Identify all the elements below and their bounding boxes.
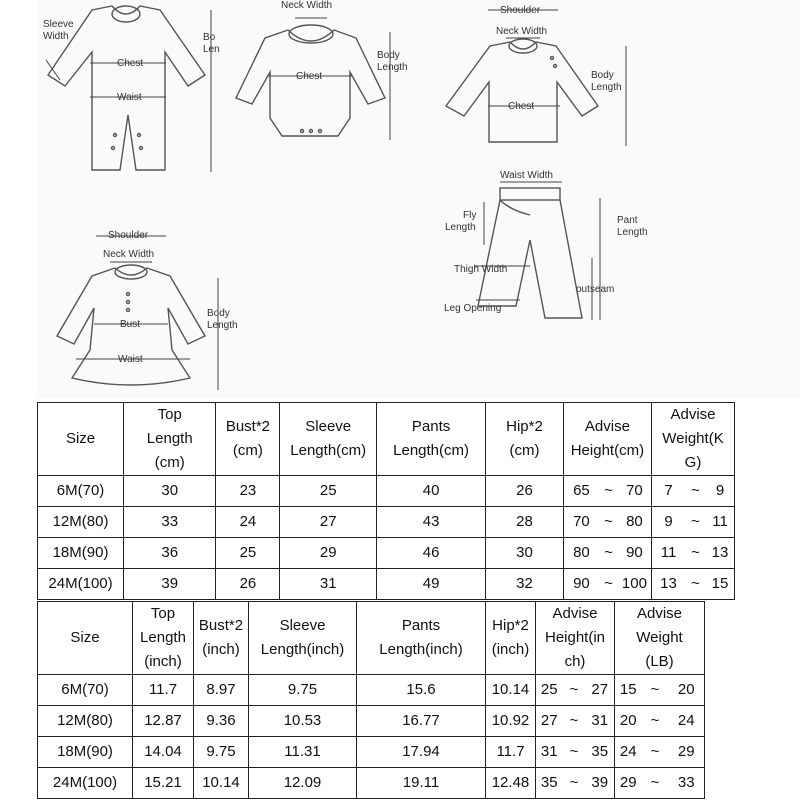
pants-waist-width-label: Waist Width: [500, 170, 553, 181]
table-row: [38, 706, 705, 737]
cell-bust: 9.75: [194, 737, 249, 768]
cell-top-length: 14.04: [133, 737, 194, 768]
romper-body-length-label: Bo Len: [203, 32, 220, 55]
cell-hip: 12.48: [486, 768, 536, 799]
cell-size: 12M(80): [38, 706, 133, 737]
cell-hip: 26: [486, 476, 564, 507]
cell-hip: 10.14: [486, 675, 536, 706]
cell-top-length: 39: [124, 569, 216, 600]
cell-sleeve-length: 9.75: [249, 675, 357, 706]
cell-height-max: 70: [618, 476, 652, 507]
pants-pant-length-label: Pant Length: [617, 215, 648, 238]
cell-pants-length: 46: [377, 538, 486, 569]
cell-bust: 24: [216, 507, 280, 538]
table-row: [38, 768, 705, 799]
cell-height-max: 100: [618, 569, 652, 600]
cell-height-separator: ~: [599, 476, 618, 507]
cell-pants-length: 15.6: [357, 675, 486, 706]
cell-weight-min: 20: [615, 706, 642, 737]
header-advise-height: Advise Height(cm): [563, 403, 651, 476]
cell-hip: 30: [486, 538, 564, 569]
cell-sleeve-length: 25: [280, 476, 377, 507]
cell-hip: 32: [486, 569, 564, 600]
cell-height-min: 80: [563, 538, 599, 569]
cell-hip: 11.7: [486, 737, 536, 768]
cell-height-separator: ~: [563, 768, 586, 799]
bodysuit-chest-label: Chest: [296, 71, 323, 82]
cell-top-length: 33: [124, 507, 216, 538]
table-row: [38, 675, 705, 706]
table-header-row: [38, 602, 705, 675]
cell-pants-length: 40: [377, 476, 486, 507]
cell-height-min: 70: [563, 507, 599, 538]
cell-height-max: 80: [618, 507, 652, 538]
cell-weight-max: 13: [706, 538, 734, 569]
cell-height-separator: ~: [563, 737, 586, 768]
cell-size: 18M(90): [38, 737, 133, 768]
cell-height-min: 27: [536, 706, 563, 737]
bodysuit-body-length-label: Body Length: [377, 50, 408, 73]
cell-size: 24M(100): [38, 768, 133, 799]
cell-size: 6M(70): [38, 476, 124, 507]
cell-weight-separator: ~: [642, 737, 669, 768]
romper-chest-label: Chest: [117, 58, 144, 69]
cell-hip: 28: [486, 507, 564, 538]
cell-sleeve-length: 11.31: [249, 737, 357, 768]
table-row: [38, 737, 705, 768]
cell-weight-max: 20: [669, 675, 705, 706]
dress-body-length-label: Body Length: [207, 308, 238, 331]
romper-waist-label: Waist: [117, 92, 142, 103]
cell-sleeve-length: 31: [280, 569, 377, 600]
cell-weight-min: 7: [651, 476, 685, 507]
header-sleeve-length: Sleeve Length(inch): [249, 602, 357, 675]
cell-top-length: 36: [124, 538, 216, 569]
dress-waist-label: Waist: [118, 354, 143, 365]
cell-top-length: 30: [124, 476, 216, 507]
pants-outseam-label: outseam: [576, 284, 615, 295]
cell-weight-max: 9: [706, 476, 734, 507]
garment-diagram-area: [37, 0, 800, 398]
header-sleeve-length: Sleeve Length(cm): [280, 403, 377, 476]
cell-pants-length: 43: [377, 507, 486, 538]
cell-pants-length: 49: [377, 569, 486, 600]
cell-weight-min: 29: [615, 768, 642, 799]
cell-height-separator: ~: [599, 569, 618, 600]
pants-fly-length-label: Fly Length: [445, 210, 477, 233]
header-top-length: Top Length (inch): [133, 602, 194, 675]
romper-sleeve-width-label: Sleeve Width: [43, 19, 74, 42]
cell-size: 12M(80): [38, 507, 124, 538]
cell-weight-separator: ~: [685, 476, 706, 507]
top-diagram: [446, 5, 626, 146]
dress-bust-label: Bust: [120, 319, 141, 330]
header-size: Size: [38, 602, 133, 675]
pants-thigh-width-label: Thigh Width: [454, 264, 508, 275]
cell-height-min: 35: [536, 768, 563, 799]
cell-weight-separator: ~: [642, 675, 669, 706]
measurement-diagram: [37, 0, 800, 398]
bodysuit-neck-width-label: Neck Width: [281, 0, 333, 11]
cell-top-length: 11.7: [133, 675, 194, 706]
cell-size: 6M(70): [38, 675, 133, 706]
pants-diagram: [444, 170, 648, 320]
cell-bust: 8.97: [194, 675, 249, 706]
top-body-length-label: Body Length: [591, 70, 622, 93]
cell-height-separator: ~: [563, 675, 586, 706]
cell-weight-max: 15: [706, 569, 734, 600]
header-bust: Bust*2 (inch): [194, 602, 249, 675]
cell-pants-length: 17.94: [357, 737, 486, 768]
cell-height-min: 31: [536, 737, 563, 768]
cell-height-max: 90: [618, 538, 652, 569]
cell-pants-length: 19.11: [357, 768, 486, 799]
cell-weight-separator: ~: [685, 538, 706, 569]
cell-pants-length: 16.77: [357, 706, 486, 737]
header-pants-length: Pants Length(inch): [357, 602, 486, 675]
cell-height-separator: ~: [563, 706, 586, 737]
cell-sleeve-length: 27: [280, 507, 377, 538]
cell-hip: 10.92: [486, 706, 536, 737]
romper-diagram: [43, 6, 220, 172]
cell-weight-min: 11: [651, 538, 685, 569]
header-advise-weight: Advise Weight(K G): [651, 403, 734, 476]
header-advise-weight: Advise Weight (LB): [615, 602, 705, 675]
cell-weight-separator: ~: [685, 507, 706, 538]
size-table-cm: [37, 402, 735, 600]
cell-height-max: 35: [586, 737, 615, 768]
cell-bust: 23: [216, 476, 280, 507]
cell-weight-max: 29: [669, 737, 705, 768]
table-row: [38, 569, 735, 600]
top-shoulder-label: Shoulder: [500, 5, 541, 16]
header-hip: Hip*2 (cm): [486, 403, 564, 476]
header-pants-length: Pants Length(cm): [377, 403, 486, 476]
cell-sleeve-length: 29: [280, 538, 377, 569]
table-row: [38, 476, 735, 507]
size-table-inch: [37, 601, 705, 799]
table-row: [38, 507, 735, 538]
header-bust: Bust*2 (cm): [216, 403, 280, 476]
cell-height-min: 90: [563, 569, 599, 600]
cell-sleeve-length: 10.53: [249, 706, 357, 737]
cell-sleeve-length: 12.09: [249, 768, 357, 799]
cell-height-separator: ~: [599, 507, 618, 538]
cell-weight-max: 24: [669, 706, 705, 737]
cell-top-length: 15.21: [133, 768, 194, 799]
cell-bust: 26: [216, 569, 280, 600]
cell-size: 18M(90): [38, 538, 124, 569]
top-neck-width-label: Neck Width: [496, 26, 548, 37]
bodysuit-diagram: [236, 0, 408, 140]
cell-height-max: 39: [586, 768, 615, 799]
cell-height-min: 65: [563, 476, 599, 507]
cell-top-length: 12.87: [133, 706, 194, 737]
header-size: Size: [38, 403, 124, 476]
cell-weight-min: 15: [615, 675, 642, 706]
header-hip: Hip*2 (inch): [486, 602, 536, 675]
cell-bust: 9.36: [194, 706, 249, 737]
cell-weight-separator: ~: [642, 706, 669, 737]
pants-leg-opening-label: Leg Opening: [444, 303, 502, 314]
cell-size: 24M(100): [38, 569, 124, 600]
cell-height-max: 31: [586, 706, 615, 737]
table-row: [38, 538, 735, 569]
cell-weight-separator: ~: [685, 569, 706, 600]
cell-weight-max: 11: [706, 507, 734, 538]
top-chest-label: Chest: [508, 101, 535, 112]
cell-height-min: 25: [536, 675, 563, 706]
cell-weight-min: 24: [615, 737, 642, 768]
table-header-row: [38, 403, 735, 476]
header-advise-height: Advise Height(in ch): [536, 602, 615, 675]
header-top-length: Top Length (cm): [124, 403, 216, 476]
cell-bust: 25: [216, 538, 280, 569]
dress-diagram: [57, 230, 238, 390]
dress-shoulder-label: Shoulder: [108, 230, 149, 241]
cell-weight-max: 33: [669, 768, 705, 799]
cell-weight-min: 13: [651, 569, 685, 600]
cell-weight-min: 9: [651, 507, 685, 538]
cell-bust: 10.14: [194, 768, 249, 799]
cell-weight-separator: ~: [642, 768, 669, 799]
cell-height-separator: ~: [599, 538, 618, 569]
cell-height-max: 27: [586, 675, 615, 706]
dress-neck-width-label: Neck Width: [103, 249, 155, 260]
